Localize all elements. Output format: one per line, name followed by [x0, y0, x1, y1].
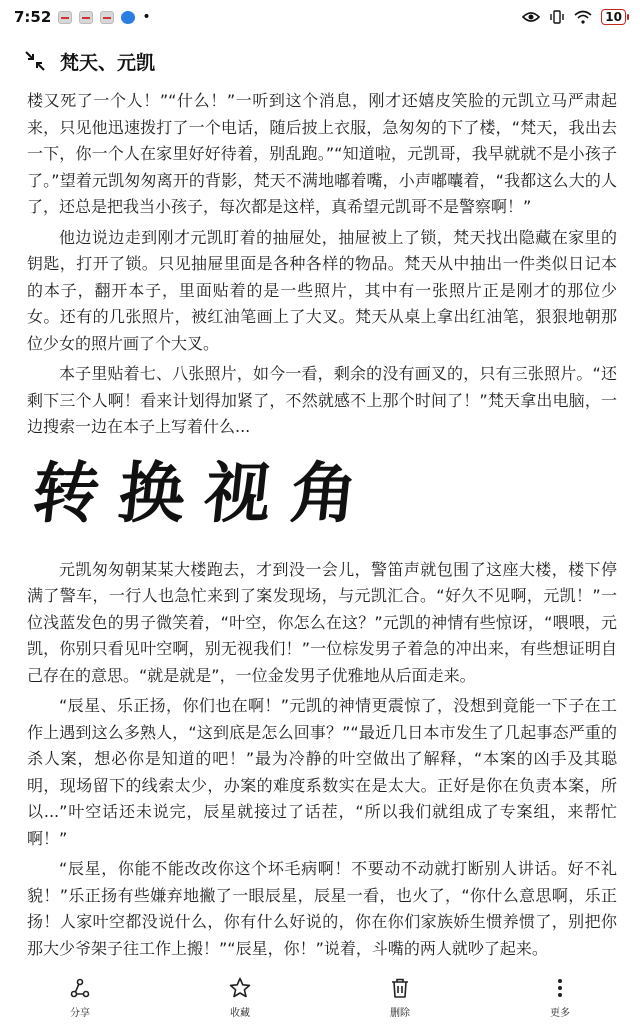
- delete-label: 删除: [390, 1008, 410, 1019]
- favorite-button[interactable]: [195, 968, 285, 1019]
- more-notifications-icon: •: [142, 9, 151, 25]
- article-paragraph: 本子里贴着七、八张照片，如今一看，剩余的没有画叉的，只有三张照片。“还剩下三个人啊！看来计划得加紧了，不然就感不上那个时间了！”梵天拿出电脑，一边搜索一边在本子上写着什么...: [27, 364, 617, 436]
- collapse-icon[interactable]: [24, 50, 46, 72]
- article-paragraph: “辰星、乐正扬，你们也在啊！”元凯的神情更震惊了，没想到竟能一下子在工作上遇到这么多熟人，“这到底是怎么回事？”“最近几日本市发生了几起事态严重的杀人案，想必你是知道的吧！”最为冷静的叶空做出了解释，“本案的凶手及其聪明，现场留下的线索太少，办案的难度系数实在是太大。正好是你在负责本案，所以...”叶空话还未说完，辰星就接过了话茬，“所以我们就组成了专案组，来帮忙啊！”: [27, 696, 617, 848]
- wifi-icon: [574, 10, 592, 24]
- more-icon: [548, 976, 572, 1000]
- status-right: [522, 9, 626, 25]
- app-notification-icon: [121, 11, 135, 24]
- trash-icon: [388, 976, 412, 1000]
- handwritten-heading: 转换视角: [28, 453, 382, 532]
- favorite-label: 收藏: [230, 1008, 250, 1019]
- eye-icon: [522, 11, 540, 23]
- battery-indicator: 10: [601, 9, 626, 25]
- notification-icon: [58, 11, 72, 24]
- page-title: 梵天、元凯: [60, 52, 156, 74]
- vibrate-icon: [549, 10, 565, 24]
- star-icon: [228, 976, 252, 1000]
- status-bar: [0, 0, 640, 34]
- header: [0, 40, 640, 80]
- bottom-toolbar: [0, 968, 640, 1024]
- handwritten-heading-wrap: [27, 441, 617, 557]
- share-button[interactable]: [35, 968, 125, 1019]
- status-left: [14, 8, 151, 26]
- notification-icon: [79, 11, 93, 24]
- article-paragraph: 楼又死了一个人！”“什么！”一听到这个消息，刚才还嬉皮笑脸的元凯立马严肃起来，只见他迅速拨打了一个电话，随后披上衣服，急匆匆的下了楼，“梵天，我出去一下，你一个人在家里好好待着，别乱跑。”“知道啦，元凯哥，我早就就不是小孩子了。”望着元凯匆匆离开的背影，梵天不满地嘟着嘴，小声嘟囔着，“我都这么大的人了，还总是把我当小孩子，每次都是这样，真希望元凯哥不是警察啊！”: [27, 91, 617, 216]
- status-time: 7:52: [14, 8, 52, 26]
- article-paragraph: 元凯匆匆朝某某大楼跑去，才到没一会儿，警笛声就包围了这座大楼，楼下停满了警车，一行人也急忙来到了案发现场，与元凯汇合。“好久不见啊，元凯！”一位浅蓝发色的男子微笑着，“叶空，你怎么在这？”元凯的神情有些惊讶，“喂喂，元凯，你别只看见叶空啊，别无视我们！”一位棕发男子着急的冲出来，有些想证明自己存在的意思。“就是就是”，一位金发男子优雅地从后面走来。: [27, 559, 617, 685]
- article-paragraph: 他边说边走到刚才元凯盯着的抽屉处，抽屉被上了锁，梵天找出隐藏在家里的钥匙，打开了锁。只见抽屉里面是各种各样的物品。梵天从中抽出一件类似日记本的本子，翻开本子，里面贴着的是一些照片，其中有一张照片正是刚才的那位少女。还有的几张照片，被红油笔画上了大叉。梵天从桌上拿出红油笔，狠狠地朝那位少女的照片画了个大叉。: [27, 227, 617, 353]
- more-button[interactable]: [515, 968, 605, 1019]
- article-paragraph: “辰星，你能不能改改你这个坏毛病啊！不要动不动就打断别人讲话。好不礼貌！”乐正扬有些嫌弃地撇了一眼辰星，辰星一看，也火了，“你什么意思啊，乐正扬！人家叶空都没说什么，你有什么好说的，你在你们家族娇生惯养惯了，别把你那大少爷架子往工作上搬！”“辰星，你！”说着，斗嘴的两人就吵了起来。: [27, 859, 617, 958]
- delete-button[interactable]: [355, 968, 445, 1019]
- notification-icon: [100, 11, 114, 24]
- more-label: 更多: [550, 1008, 570, 1019]
- share-label: 分享: [70, 1008, 90, 1019]
- article-body: [27, 88, 617, 962]
- share-icon: [68, 976, 92, 1000]
